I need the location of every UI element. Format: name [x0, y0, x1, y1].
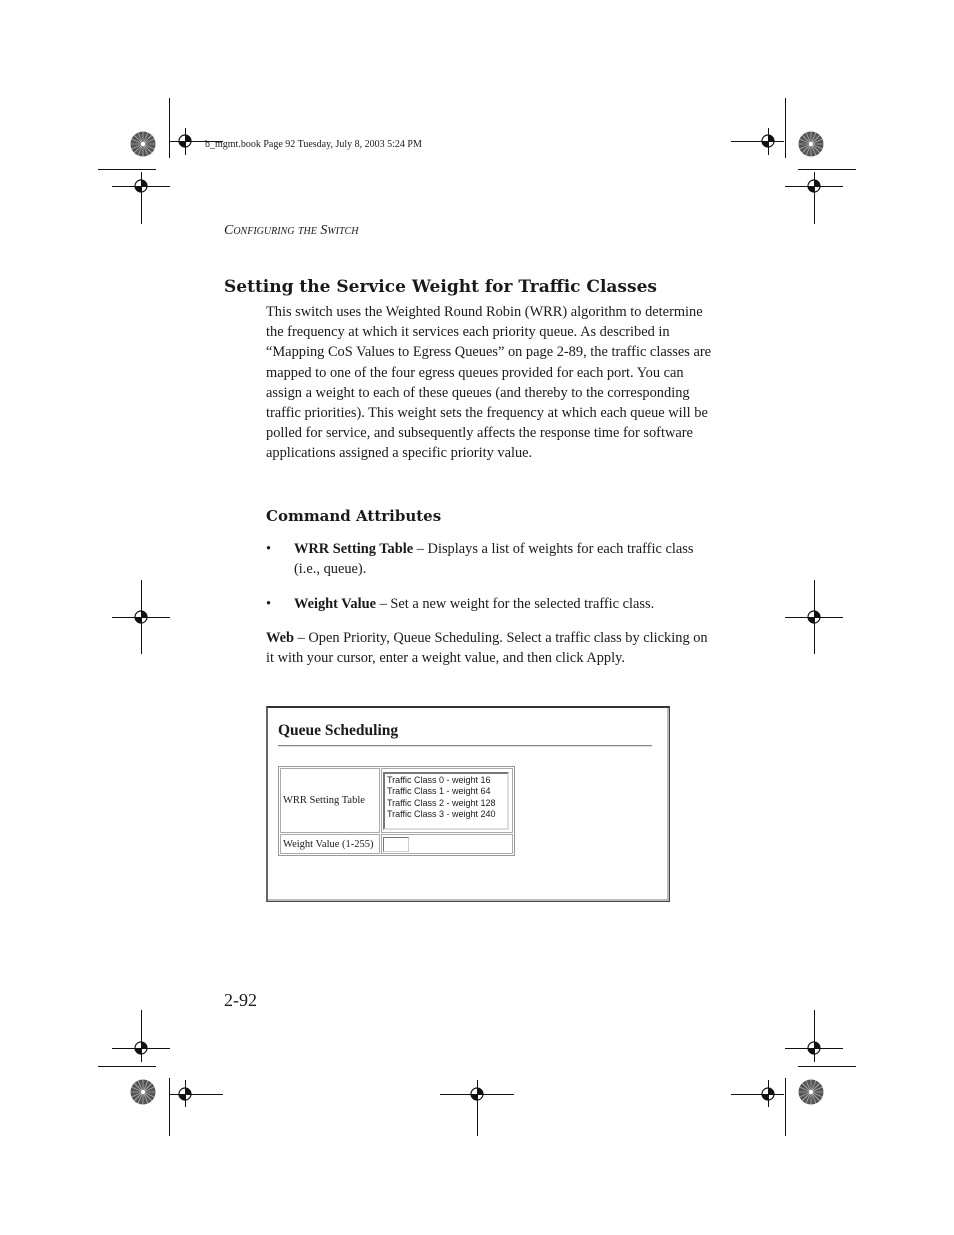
- crop-mark: [185, 128, 186, 155]
- command-attributes-heading: Command Attributes: [266, 507, 442, 525]
- weight-value-input[interactable]: [383, 837, 409, 852]
- queue-scheduling-form: [278, 766, 515, 856]
- crop-mark: [768, 128, 769, 155]
- weight-value-cell: [381, 834, 513, 854]
- screenshot-title: Queue Scheduling: [278, 722, 399, 739]
- crop-mark: [98, 169, 156, 170]
- table-row: [280, 834, 513, 854]
- crop-mark: [768, 1080, 769, 1107]
- crop-mark: [731, 1094, 784, 1095]
- queue-scheduling-screenshot: [266, 706, 670, 902]
- registration-rosette-icon: [798, 1079, 824, 1105]
- traffic-class-option[interactable]: Traffic Class 3 - weight 240: [387, 809, 496, 820]
- list-item: [266, 594, 721, 614]
- table-row: [280, 768, 513, 833]
- registration-rosette-icon: [130, 1079, 156, 1105]
- list-item: [266, 539, 721, 579]
- attribute-term: Weight Value: [294, 596, 376, 612]
- bullet-icon: •: [266, 596, 272, 612]
- wrr-setting-cell: [381, 768, 513, 833]
- attribute-description: – Set a new weight for the selected traffic class.: [375, 596, 655, 612]
- running-head: Configuring the Switch: [224, 223, 359, 238]
- crop-mark: [477, 1080, 478, 1136]
- section-title: Setting the Service Weight for Traffic Classes: [224, 277, 657, 297]
- attribute-list: [266, 539, 721, 579]
- attribute-term: WRR Setting Table: [294, 541, 414, 557]
- intro-paragraph: This switch uses the Weighted Round Robin (WRR) algorithm to determine the frequency at which it services each priority queue. As described in “Mapping CoS Values to Egress Queues” on page 2-89, the traffic classes are mapped to one of the four egress queues provided for each port. You can assign a weight to each of these queues (and thereby to the corresponding traffic priorities). This weight sets the frequency at which each queue will be polled for service, and subsequently affects the response time for software applications assigned a specific priority value.: [266, 304, 712, 462]
- weight-value-label: Weight Value (1-255): [280, 834, 380, 854]
- crop-mark: [814, 172, 815, 224]
- wrr-setting-listbox[interactable]: [383, 772, 509, 830]
- crop-mark: [731, 141, 784, 142]
- crop-mark: [185, 1080, 186, 1107]
- attribute-description: – Displays a list of weights for each traffic class (i.e., queue).: [294, 541, 694, 578]
- registration-rosette-icon: [798, 131, 824, 157]
- traffic-class-option[interactable]: Traffic Class 1 - weight 64: [387, 786, 491, 797]
- crop-mark: [141, 580, 142, 654]
- attribute-list: [266, 594, 721, 614]
- crop-mark: [141, 172, 142, 224]
- web-instructions: – Open Priority, Queue Scheduling. Select a traffic class by clicking on it with your cursor, enter a weight value, and then click Apply.: [266, 630, 708, 667]
- wrr-setting-label: WRR Setting Table: [280, 768, 380, 833]
- crop-mark: [814, 1010, 815, 1062]
- crop-mark: [785, 1078, 786, 1136]
- crop-mark: [798, 169, 856, 170]
- bullet-icon: •: [266, 541, 272, 557]
- web-term: Web: [266, 630, 294, 646]
- traffic-class-option[interactable]: Traffic Class 2 - weight 128: [387, 797, 496, 808]
- crop-mark: [814, 580, 815, 654]
- crop-mark: [170, 1094, 223, 1095]
- crop-mark: [98, 1066, 156, 1067]
- crop-mark: [169, 98, 170, 158]
- crop-mark: [785, 98, 786, 158]
- registration-rosette-icon: [130, 131, 156, 157]
- crop-mark: [798, 1066, 856, 1067]
- crop-mark: [169, 1078, 170, 1136]
- page-number: 2-92: [224, 990, 257, 1010]
- crop-mark: [141, 1010, 142, 1062]
- web-paragraph: [266, 628, 716, 668]
- print-slug: b_mgmt.book Page 92 Tuesday, July 8, 2003 5:24 PM: [205, 139, 422, 150]
- title-divider: [278, 745, 652, 747]
- traffic-class-option[interactable]: Traffic Class 0 - weight 16: [387, 774, 491, 785]
